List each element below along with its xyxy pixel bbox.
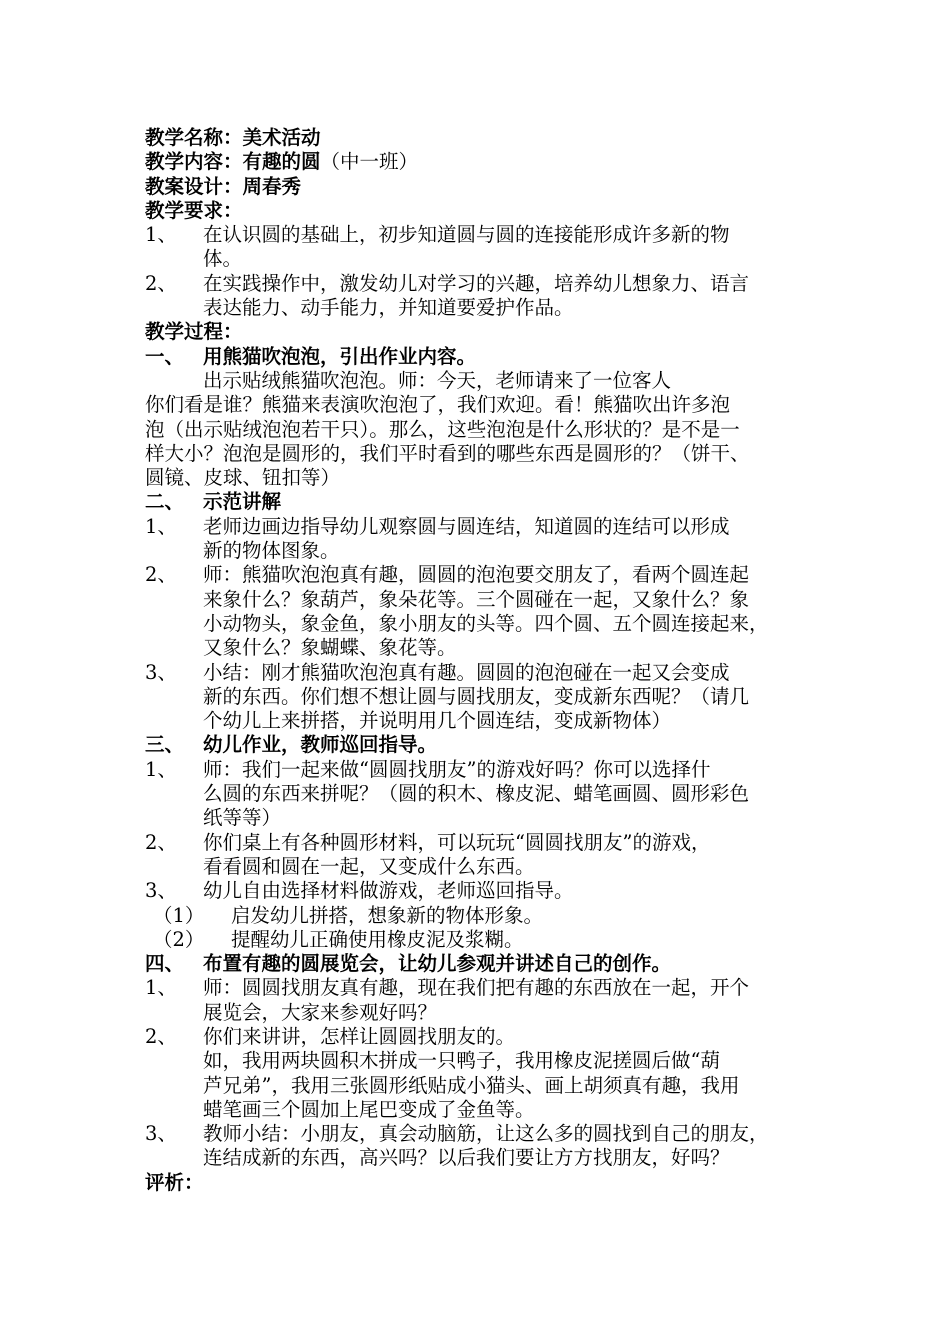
- item-number: 2、: [145, 563, 177, 587]
- requirement-text: 在认识圆的基础上，初步知道圆与圆的连接能形成许多新的物: [203, 223, 730, 247]
- lesson-name-value: 美术活动: [242, 126, 321, 149]
- item-text-cont: 新的物体图象。: [203, 539, 340, 563]
- list-item: [145, 1025, 815, 1049]
- section-heading: [145, 952, 815, 976]
- item-text-cont: 展览会，大家来参观好吗？: [203, 1000, 438, 1024]
- sub-item-number: （1）: [153, 903, 205, 927]
- item-text: 你们来讲讲，怎样让圆圆找朋友的。: [203, 1024, 516, 1048]
- sub-item-text: 提醒幼儿正确使用橡皮泥及浆糊。: [231, 927, 524, 951]
- item-number: 1、: [145, 514, 177, 538]
- lesson-designer-line: [145, 175, 815, 199]
- requirement-text-cont: 表达能力、动手能力，并知道要爱护作品。: [203, 296, 574, 320]
- list-item: [145, 976, 815, 1000]
- requirement-item: [145, 272, 815, 296]
- item-text: 幼儿自由选择材料做游戏，老师巡回指导。: [203, 879, 574, 903]
- item-text: 师：我们一起来做“圆圆找朋友”的游戏好吗？你可以选择什: [203, 757, 711, 781]
- paragraph-line: 出示贴绒熊猫吹泡泡。师：今天，老师请来了一位客人: [203, 368, 672, 392]
- sub-item: [145, 904, 815, 928]
- list-item: [145, 563, 815, 587]
- section-heading: [145, 345, 815, 369]
- item-text: 小结：刚才熊猫吹泡泡真有趣。圆圆的泡泡碰在一起又会变成: [203, 660, 730, 684]
- section-heading: [145, 733, 815, 757]
- item-text-cont: 纸等等）: [203, 806, 282, 830]
- lesson-designer-value: 周春秀: [242, 174, 302, 198]
- lesson-class: （中一班）: [320, 150, 419, 174]
- lesson-content-value: 有趣的圆: [242, 150, 321, 174]
- item-text-cont: 如，我用两块圆积木拼成一只鸭子，我用橡皮泥搓圆后做“葫: [203, 1049, 720, 1073]
- paragraph-line: 你们看是谁？熊猫来表演吹泡泡了，我们欢迎。看！熊猫吹出许多泡: [145, 393, 731, 417]
- item-text-cont: 来象什么？象葫芦，象朵花等。三个圆碰在一起，又象什么？象: [203, 587, 750, 611]
- list-item: [145, 515, 815, 539]
- item-text: 老师边画边指导幼儿观察圆与圆连结，知道圆的连结可以形成: [203, 514, 730, 538]
- item-text-cont: 小动物头，象金鱼，象小朋友的头等。四个圆、五个圆连接起来，: [203, 611, 769, 635]
- item-number: 1、: [145, 757, 177, 781]
- requirements-heading: 教学要求：: [145, 198, 243, 222]
- item-number: 3、: [145, 1122, 177, 1146]
- lesson-content-label: 教学内容：: [145, 150, 243, 174]
- section-number: 三、: [145, 733, 185, 757]
- item-text-cont: 蜡笔画三个圆加上尾巴变成了金鱼等。: [203, 1097, 535, 1121]
- item-text: 教师小结：小朋友，真会动脑筋，让这么多的圆找到自己的朋友，: [203, 1122, 769, 1146]
- process-heading: 教学过程：: [145, 320, 243, 344]
- item-number: 2、: [145, 1024, 177, 1048]
- item-text-cont: 么圆的东西来拼呢？（圆的积木、橡皮泥、蜡笔画圆、圆形彩色: [203, 782, 750, 806]
- section-number: 二、: [145, 490, 185, 514]
- item-text: 师：熊猫吹泡泡真有趣，圆圆的泡泡要交朋友了，看两个圆连起: [203, 563, 750, 587]
- item-number: 3、: [145, 660, 177, 684]
- section-title: 布置有趣的圆展览会，让幼儿参观并讲述自己的创作。: [203, 952, 672, 976]
- list-item: [145, 1122, 815, 1146]
- list-item: [145, 661, 815, 685]
- item-number: 1、: [145, 976, 177, 1000]
- requirement-number: 2、: [145, 271, 177, 295]
- requirement-number: 1、: [145, 223, 177, 247]
- lesson-designer-label: 教案设计：: [145, 174, 243, 198]
- item-text-cont: 新的东西。你们想不想让圆与圆找朋友，变成新东西呢？（请几: [203, 684, 750, 708]
- item-text-cont: 芦兄弟”，我用三张圆形纸贴成小猫头、画上胡须真有趣，我用: [203, 1073, 740, 1097]
- section-title: 用熊猫吹泡泡，引出作业内容。: [203, 344, 477, 368]
- section-number: 一、: [145, 344, 185, 368]
- item-text-cont: 又象什么？象蝴蝶、象花等。: [203, 636, 457, 660]
- list-item: [145, 758, 815, 782]
- sub-item-number: （2）: [153, 927, 205, 951]
- item-text: 师：圆圆找朋友真有趣，现在我们把有趣的东西放在一起，开个: [203, 976, 750, 1000]
- requirement-text-cont: 体。: [203, 247, 243, 271]
- item-text-cont: 个幼儿上来拼搭，并说明用几个圆连结，变成新物体）: [203, 709, 672, 733]
- section-title: 幼儿作业，教师巡回指导。: [203, 733, 438, 757]
- section-number: 四、: [145, 952, 185, 976]
- requirement-text: 在实践操作中，激发幼儿对学习的兴趣，培养幼儿想象力、语言: [203, 271, 750, 295]
- lesson-plan-document: [145, 126, 815, 1195]
- list-item: [145, 879, 815, 903]
- section-title: 示范讲解: [203, 490, 282, 514]
- item-number: 3、: [145, 879, 177, 903]
- item-number: 2、: [145, 830, 177, 854]
- lesson-name-line: [145, 126, 815, 150]
- section-heading: [145, 490, 815, 514]
- item-text: 你们桌上有各种圆形材料，可以玩玩“圆圆找朋友”的游戏，: [203, 830, 711, 854]
- review-heading: 评析：: [145, 1170, 204, 1194]
- paragraph-line: 圆镜、皮球、钮扣等）: [145, 466, 341, 490]
- paragraph-line: 样大小？泡泡是圆形的，我们平时看到的哪些东西是圆形的？（饼干、: [145, 441, 750, 465]
- list-item: [145, 831, 815, 855]
- item-text-cont: 看看圆和圆在一起，又变成什么东西。: [203, 854, 535, 878]
- paragraph-line: 泡（出示贴绒泡泡若干只）。那么，这些泡泡是什么形状的？是不是一: [145, 417, 740, 441]
- sub-item-text: 启发幼儿拼搭，想象新的物体形象。: [231, 903, 544, 927]
- sub-item: [145, 928, 815, 952]
- requirement-item: [145, 223, 815, 247]
- item-text-cont: 连结成新的东西，高兴吗？以后我们要让方方找朋友，好吗？: [203, 1146, 730, 1170]
- lesson-name-label: 教学名称：: [145, 126, 243, 149]
- lesson-content-line: [145, 150, 815, 174]
